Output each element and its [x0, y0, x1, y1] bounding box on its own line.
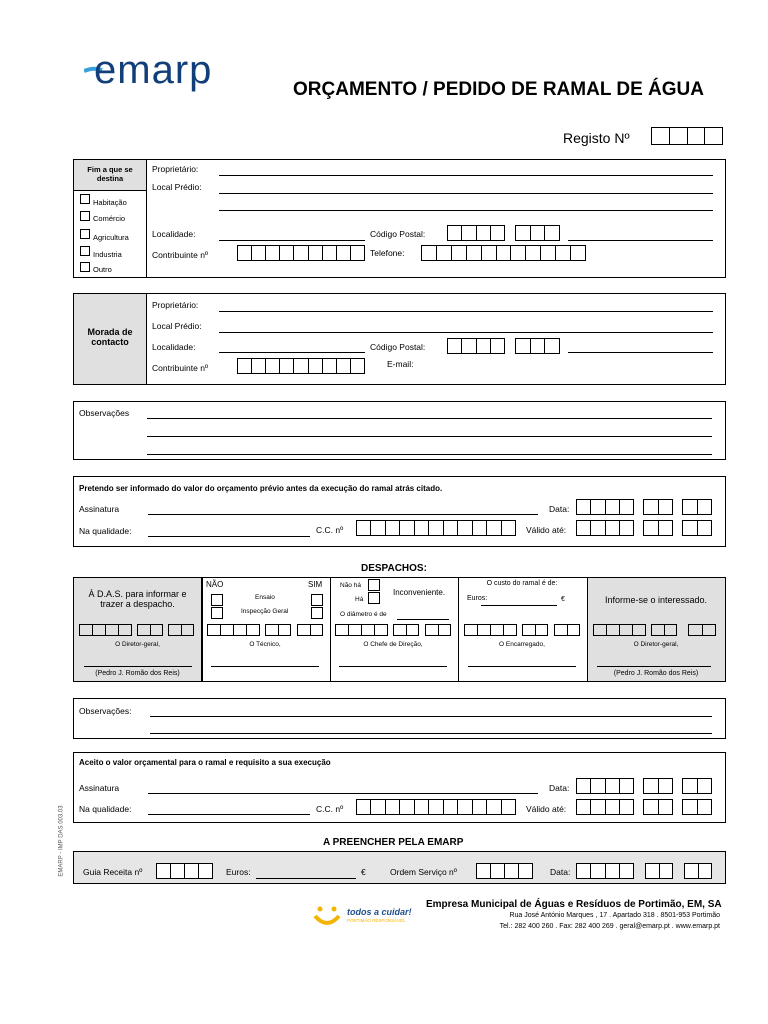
section-requester: [73, 159, 726, 278]
valid-date-field-2-day[interactable]: [682, 799, 712, 815]
observations-line-3[interactable]: [147, 454, 712, 455]
form-title: ORÇAMENTO / PEDIDO DE RAMAL DE ÁGUA: [293, 79, 704, 100]
capacity-field-2[interactable]: [148, 814, 310, 815]
valid-date-field-1-day[interactable]: [682, 520, 712, 536]
emarp-section-title: A PREENCHER PELA EMARP: [323, 837, 464, 848]
date-field-2-month[interactable]: [643, 778, 673, 794]
despacho2-month[interactable]: [265, 624, 291, 636]
signature-field-2[interactable]: [148, 793, 538, 794]
checkbox-comercio[interactable]: [80, 211, 90, 221]
registo-field[interactable]: [651, 127, 723, 145]
observations2-line-2[interactable]: [150, 733, 712, 734]
despacho1-day[interactable]: [168, 624, 194, 636]
despacho4-month[interactable]: [522, 624, 548, 636]
checkbox-industria[interactable]: [80, 246, 90, 256]
cc-field-2[interactable]: [356, 799, 516, 815]
contact-postal-suffix[interactable]: [515, 338, 560, 354]
contact-locality-field[interactable]: [219, 352, 365, 353]
despacho5-month[interactable]: [651, 624, 677, 636]
despacho1-month[interactable]: [137, 624, 163, 636]
contact-owner-field[interactable]: [219, 311, 713, 312]
owner-field[interactable]: [219, 175, 713, 176]
checkbox-outro[interactable]: [80, 262, 90, 272]
observations-line-2[interactable]: [147, 436, 712, 437]
company-name: Empresa Municipal de Águas e Resíduos de Portimão, EM, SA: [426, 899, 722, 910]
purpose-title: Fim a que se destina: [87, 165, 133, 183]
nao-ha-checkbox[interactable]: [368, 579, 380, 591]
despacho1-year[interactable]: [79, 624, 132, 636]
observations-line-1[interactable]: [147, 418, 712, 419]
phone-field[interactable]: [421, 245, 586, 261]
despacho2-year[interactable]: [207, 624, 260, 636]
observations2-line-1[interactable]: [150, 716, 712, 717]
inspeccao-nao-checkbox[interactable]: [211, 607, 223, 619]
capacity-field[interactable]: [148, 536, 310, 537]
ha-checkbox[interactable]: [368, 592, 380, 604]
valid-date-field-2-month[interactable]: [643, 799, 673, 815]
despacho3-year[interactable]: [335, 624, 388, 636]
date-field-1-day[interactable]: [682, 499, 712, 515]
date-field-2-day[interactable]: [682, 778, 712, 794]
ensaio-nao-checkbox[interactable]: [211, 594, 223, 606]
euros-field[interactable]: [256, 878, 356, 879]
building-field-2[interactable]: [219, 210, 713, 211]
taxpayer-field[interactable]: [237, 245, 365, 261]
despacho4-year[interactable]: [464, 624, 517, 636]
contact-building-field[interactable]: [219, 332, 713, 333]
building-field[interactable]: [219, 193, 713, 194]
checkbox-habitacao[interactable]: [80, 194, 90, 204]
slogan: todos a cuidar!: [347, 907, 412, 917]
slogan-sub: PORTIMÃO RESPONSÁVEL: [347, 918, 406, 923]
despacho5-year[interactable]: [593, 624, 646, 636]
postal-code-field[interactable]: [447, 225, 505, 241]
date-field-2[interactable]: [576, 778, 634, 794]
cost-field[interactable]: [481, 605, 557, 606]
signature-field[interactable]: [148, 514, 538, 515]
despacho4-day[interactable]: [554, 624, 580, 636]
contact-postal-field[interactable]: [447, 338, 505, 354]
guia-field[interactable]: [156, 863, 213, 879]
locality-field[interactable]: [219, 240, 365, 241]
date-field-1-month[interactable]: [643, 499, 673, 515]
cc-field[interactable]: [356, 520, 516, 536]
company-address: Rua José António Marques , 17 . Apartado 318 . 8501-953 Portimão: [509, 912, 720, 919]
postal-code-suffix[interactable]: [515, 225, 560, 241]
ensaio-sim-checkbox[interactable]: [311, 594, 323, 606]
date-field-3-month[interactable]: [645, 863, 673, 879]
checkbox-agricultura[interactable]: [80, 229, 90, 239]
date-field-3[interactable]: [576, 863, 634, 879]
date-field-1[interactable]: [576, 499, 634, 515]
despachos-title: DESPACHOS:: [361, 563, 427, 574]
form-code: EMARP - IMP DAS 003.03: [58, 805, 65, 877]
despacho2-day[interactable]: [297, 624, 323, 636]
valid-date-field-1-month[interactable]: [643, 520, 673, 536]
ordem-field[interactable]: [476, 863, 533, 879]
despacho3-month[interactable]: [393, 624, 419, 636]
despacho5-day[interactable]: [688, 624, 716, 636]
company-contacts: Tel.: 282 400 260 . Fax: 282 400 269 . geral@emarp.pt . www.emarp.pt: [499, 923, 720, 930]
inspeccao-sim-checkbox[interactable]: [311, 607, 323, 619]
emarp-logo: emarp: [84, 54, 254, 101]
contact-taxpayer-field[interactable]: [237, 358, 365, 374]
diameter-field[interactable]: [397, 619, 449, 620]
contact-title: Morada de contacto: [87, 327, 133, 347]
date-field-3-day[interactable]: [684, 863, 712, 879]
smile-icon: [312, 904, 342, 935]
valid-date-field-1[interactable]: [576, 520, 634, 536]
valid-date-field-2[interactable]: [576, 799, 634, 815]
section-observations: [73, 401, 726, 460]
despacho3-day[interactable]: [425, 624, 451, 636]
registo-label: Registo Nº: [563, 130, 630, 146]
